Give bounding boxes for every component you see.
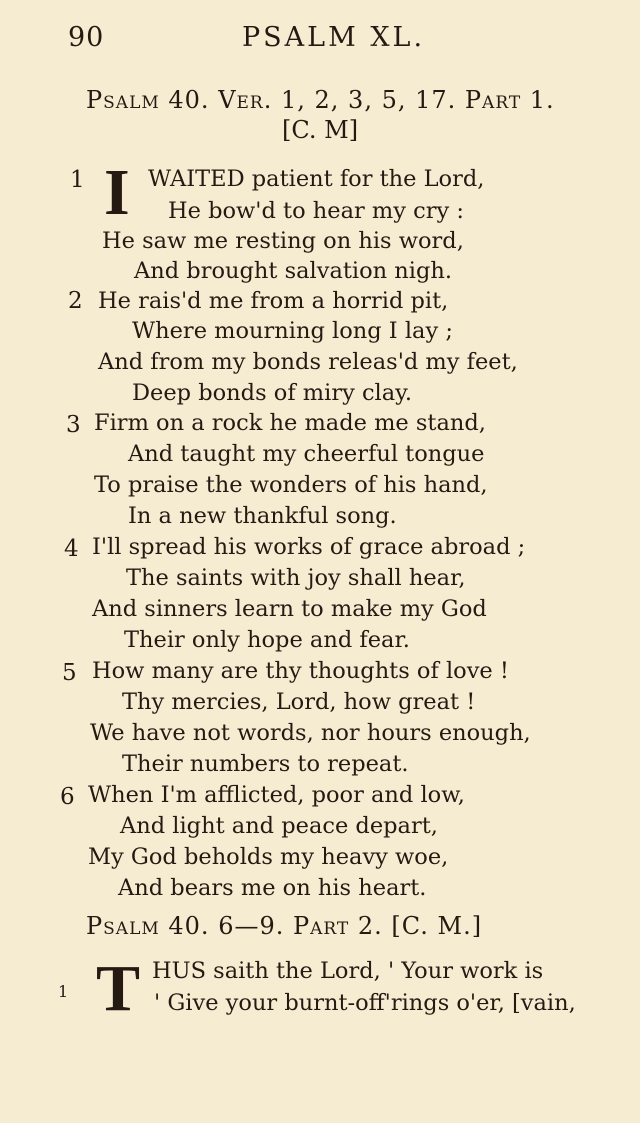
verse-line: In a new thankful song. xyxy=(128,503,397,529)
verse-line: Their numbers to repeat. xyxy=(122,751,409,777)
verse-line: He saw me resting on his word, xyxy=(102,228,464,254)
verse-line: ' Give your burnt-off'rings o'er, [vain, xyxy=(154,990,576,1016)
running-head: PSALM XL. xyxy=(242,22,426,53)
verse-line: Where mourning long I lay ; xyxy=(132,318,453,344)
drop-cap: I xyxy=(104,156,130,229)
verse-line: And taught my cheerful tongue xyxy=(128,441,485,467)
verse-line: The saints with joy shall hear, xyxy=(126,565,466,591)
verse-line: And bears me on his heart. xyxy=(118,875,427,901)
verse-line: Deep bonds of miry clay. xyxy=(132,380,413,406)
verse-line: He rais'd me from a horrid pit, xyxy=(98,288,449,314)
stanza-number: 4 xyxy=(64,536,79,562)
drop-cap: T xyxy=(96,952,141,1025)
verse-line: He bow'd to hear my cry : xyxy=(168,198,464,224)
verse-line: Firm on a rock he made me stand, xyxy=(94,410,486,436)
verse-line: I'll spread his works of grace abroad ; xyxy=(92,534,526,560)
verse-line: WAITED patient for the Lord, xyxy=(148,166,485,192)
verse-line: Their only hope and fear. xyxy=(124,627,410,653)
meter-label: [C. M] xyxy=(282,116,359,144)
verse-line: We have not words, nor hours enough, xyxy=(90,720,531,746)
stanza-number: 2 xyxy=(68,288,83,314)
verse-line: HUS saith the Lord, ' Your work is xyxy=(152,958,544,984)
stanza-number: 3 xyxy=(66,412,81,438)
stanza-number: 5 xyxy=(62,660,77,686)
stanza-number: 6 xyxy=(60,784,75,810)
verse-line: And light and peace depart, xyxy=(120,813,438,839)
verse-line: Thy mercies, Lord, how great ! xyxy=(122,689,476,715)
psalm-heading: Psalm 40. Ver. 1, 2, 3, 5, 17. Part 1. xyxy=(86,86,555,114)
verse-line: And brought salvation nigh. xyxy=(134,258,453,284)
verse-line: My God beholds my heavy woe, xyxy=(88,844,449,870)
stanza-number: 1 xyxy=(58,982,69,1001)
verse-line: When I'm afflicted, poor and low, xyxy=(88,782,465,808)
verse-line: To praise the wonders of his hand, xyxy=(94,472,488,498)
psalm-heading-part-2: Psalm 40. 6—9. Part 2. [C. M.] xyxy=(86,912,483,940)
page-number: 90 xyxy=(68,22,105,53)
stanza-number: 1 xyxy=(70,167,85,193)
verse-line: How many are thy thoughts of love ! xyxy=(92,658,509,684)
verse-line: And from my bonds releas'd my feet, xyxy=(98,349,518,375)
verse-line: And sinners learn to make my God xyxy=(92,596,487,622)
